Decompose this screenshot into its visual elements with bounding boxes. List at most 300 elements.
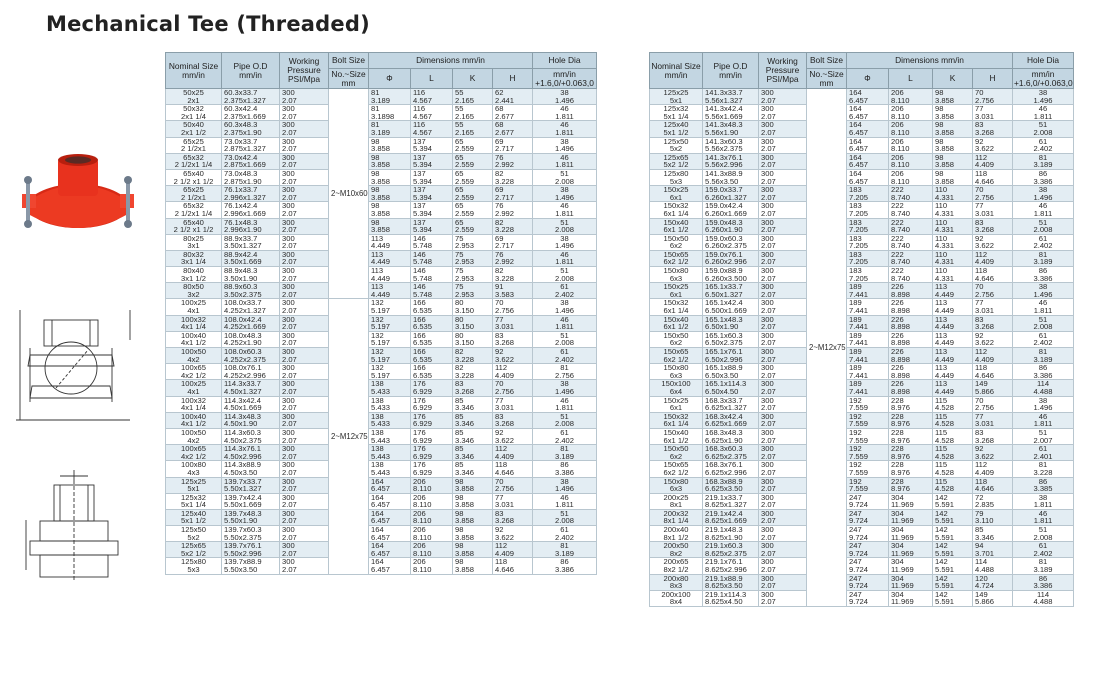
cell-k: 3.858: [453, 501, 493, 509]
cell-hole-dia: 1.496: [533, 145, 597, 153]
cell-l: 8.898: [889, 323, 933, 331]
cell-nominal-size: 5x2: [166, 534, 222, 542]
cell-pressure: 2.07: [280, 517, 329, 525]
cell-h: 85: [973, 526, 1013, 534]
cell-phi: 98: [369, 137, 411, 145]
cell-nominal-size: 8x2: [650, 550, 703, 558]
table-row: [650, 517, 1074, 525]
cell-l: 8.110: [411, 517, 453, 525]
cell-phi: 3.189: [369, 97, 411, 105]
table-row: [166, 250, 597, 258]
cell-phi: 3.858: [369, 194, 411, 202]
cell-nominal-size: 150x80: [650, 364, 703, 372]
cell-phi: 189: [847, 380, 889, 388]
cell-pressure: 300: [759, 186, 807, 194]
cell-nominal-size: 65x40: [166, 218, 222, 226]
cell-pipe-od: 8.625x1.90: [703, 534, 759, 542]
table-row: [166, 323, 597, 331]
cell-pressure: 2.07: [759, 469, 807, 477]
cell-nominal-size: 4x1 1/2: [166, 339, 222, 347]
cell-pressure: 300: [280, 89, 329, 97]
cell-pressure: 2.07: [759, 258, 807, 266]
cell-nominal-size: 100x40: [166, 412, 222, 420]
table-row: [650, 97, 1074, 105]
cell-l: 8.110: [889, 129, 933, 137]
cell-h: 4.646: [973, 178, 1013, 186]
cell-l: 6.929: [411, 420, 453, 428]
cell-pipe-od: 88.9x33.7: [222, 234, 280, 242]
cell-hole-dia: 1.811: [533, 161, 597, 169]
cell-hole-dia: 1.811: [1013, 501, 1074, 509]
cell-hole-dia: 3.385: [1013, 485, 1074, 493]
cell-h: 3.268: [973, 437, 1013, 445]
cell-pipe-od: 219.1x48.3: [703, 526, 759, 534]
cell-phi: 7.441: [847, 307, 889, 315]
cell-hole-dia: 1.811: [1013, 420, 1074, 428]
table-row: [650, 275, 1074, 283]
cell-pressure: 2.07: [759, 275, 807, 283]
tee-front-drawing-icon: [16, 310, 130, 420]
cell-k: 3.858: [453, 517, 493, 525]
cell-pressure: 300: [280, 428, 329, 436]
cell-pipe-od: 60.3x48.3: [222, 121, 280, 129]
cell-pressure: 300: [759, 299, 807, 307]
cell-pressure: 300: [280, 380, 329, 388]
table-row: [650, 509, 1074, 517]
cell-nominal-size: 4x2: [166, 356, 222, 364]
cell-l: 226: [889, 315, 933, 323]
cell-hole-dia: 3.386: [1013, 178, 1074, 186]
cell-h: 68: [493, 105, 533, 113]
table-row: [166, 542, 597, 550]
cell-k: 110: [933, 250, 973, 258]
cell-hole-dia: 1.496: [1013, 97, 1074, 105]
cell-k: 4.449: [933, 323, 973, 331]
cell-pressure: 2.07: [759, 178, 807, 186]
cell-pipe-od: 219.1x88.9: [703, 574, 759, 582]
cell-hole-dia: 2.402: [1013, 242, 1074, 250]
cell-k: 2.559: [453, 194, 493, 202]
cell-nominal-size: 150x32: [650, 412, 703, 420]
cell-l: 206: [411, 558, 453, 566]
cell-h: 4.724: [973, 582, 1013, 590]
cell-hole-dia: 1.496: [1013, 194, 1074, 202]
cell-pipe-od: 6.625x2.996: [703, 469, 759, 477]
cell-l: 304: [889, 574, 933, 582]
cell-phi: 3.858: [369, 145, 411, 153]
cell-pipe-od: 6.625x1.90: [703, 437, 759, 445]
cell-pipe-od: 159.0x60.3: [703, 234, 759, 242]
table-row: [166, 218, 597, 226]
table-row: [166, 137, 597, 145]
cell-k: 142: [933, 574, 973, 582]
cell-pressure: 300: [759, 234, 807, 242]
cell-l: 228: [889, 461, 933, 469]
cell-pipe-od: 4.252x1.669: [222, 323, 280, 331]
col-k: K: [933, 69, 973, 89]
cell-nominal-size: 5x3: [166, 566, 222, 574]
cell-h: 149: [973, 380, 1013, 388]
cell-l: 6.535: [411, 339, 453, 347]
cell-phi: 6.457: [847, 97, 889, 105]
cell-phi: 164: [847, 153, 889, 161]
cell-h: 3.268: [493, 517, 533, 525]
cell-hole-dia: 3.189: [533, 453, 597, 461]
cell-hole-dia: 86: [533, 558, 597, 566]
cell-pipe-od: 165.1x33.7: [703, 283, 759, 291]
cell-nominal-size: 100x65: [166, 364, 222, 372]
cell-nominal-size: 125x40: [166, 509, 222, 517]
cell-pressure: 300: [759, 574, 807, 582]
table-row: [650, 590, 1074, 598]
cell-pipe-od: 139.7x76.1: [222, 542, 280, 550]
cell-phi: 247: [847, 574, 889, 582]
cell-h: 3.228: [493, 226, 533, 234]
cell-pipe-od: 108.0x42.4: [222, 315, 280, 323]
cell-hole-dia: 3.386: [1013, 275, 1074, 283]
cell-l: 5.394: [411, 194, 453, 202]
cell-hole-dia: 1.811: [1013, 210, 1074, 218]
cell-pressure: 2.07: [280, 145, 329, 153]
cell-pipe-od: 108.0x33.7: [222, 299, 280, 307]
cell-h: 77: [493, 396, 533, 404]
cell-k: 4.449: [933, 339, 973, 347]
cell-hole-dia: 38: [1013, 283, 1074, 291]
cell-hole-dia: 38: [1013, 396, 1074, 404]
cell-pressure: 300: [280, 105, 329, 113]
cell-nominal-size: 150x40: [650, 428, 703, 436]
cell-phi: 7.205: [847, 275, 889, 283]
cell-k: 115: [933, 461, 973, 469]
cell-k: 142: [933, 542, 973, 550]
cell-h: 2.756: [493, 388, 533, 396]
table-row: [166, 501, 597, 509]
cell-nominal-size: 125x25: [166, 477, 222, 485]
cell-hole-dia: 3.189: [533, 550, 597, 558]
table-row: [166, 169, 597, 177]
cell-h: 2.756: [493, 307, 533, 315]
cell-pipe-od: 114.3x42.4: [222, 396, 280, 404]
cell-pipe-od: 168.3x33.7: [703, 396, 759, 404]
cell-k: 98: [453, 558, 493, 566]
cell-phi: 189: [847, 299, 889, 307]
cell-hole-dia: 61: [533, 348, 597, 356]
cell-pressure: 300: [759, 526, 807, 534]
cell-phi: 5.433: [369, 388, 411, 396]
cell-pressure: 300: [280, 477, 329, 485]
cell-pressure: 300: [759, 493, 807, 501]
cell-h: 112: [493, 364, 533, 372]
cell-k: 4.528: [933, 420, 973, 428]
cell-k: 142: [933, 590, 973, 598]
cell-pressure: 2.07: [280, 485, 329, 493]
table-row: [166, 445, 597, 453]
cell-hole-dia: 51: [533, 267, 597, 275]
cell-pipe-od: 114.3x88.9: [222, 461, 280, 469]
cell-k: 85: [453, 428, 493, 436]
cell-phi: 6.457: [847, 113, 889, 121]
cell-k: 98: [933, 153, 973, 161]
cell-pipe-od: 5.50x1.669: [222, 501, 280, 509]
cell-nominal-size: 150x40: [650, 218, 703, 226]
cell-k: 4.331: [933, 258, 973, 266]
cell-pressure: 300: [759, 412, 807, 420]
cell-nominal-size: 150x50: [650, 234, 703, 242]
cell-k: 80: [453, 315, 493, 323]
cell-l: 5.394: [411, 226, 453, 234]
cell-pressure: 2.07: [759, 420, 807, 428]
cell-h: 3.031: [973, 307, 1013, 315]
cell-h: 2.677: [493, 113, 533, 121]
cell-hole-dia: 61: [1013, 331, 1074, 339]
mechanical-tee-photo: [0, 150, 160, 590]
cell-nominal-size: 200x50: [650, 542, 703, 550]
cell-hole-dia: 2.402: [533, 356, 597, 364]
cell-phi: 3.189: [369, 129, 411, 137]
cell-hole-dia: 46: [1013, 202, 1074, 210]
table-row: [650, 550, 1074, 558]
cell-nominal-size: 100x32: [166, 315, 222, 323]
cell-phi: 247: [847, 526, 889, 534]
cell-pipe-od: 3.50x1.669: [222, 258, 280, 266]
cell-pipe-od: 76.1x42.4: [222, 202, 280, 210]
table-row: [650, 258, 1074, 266]
cell-h: 112: [493, 542, 533, 550]
cell-hole-dia: 51: [1013, 121, 1074, 129]
cell-h: 4.646: [973, 485, 1013, 493]
cell-phi: 7.559: [847, 469, 889, 477]
cell-l: 6.535: [411, 372, 453, 380]
cell-nominal-size: 150x50: [650, 445, 703, 453]
cell-l: 5.748: [411, 275, 453, 283]
col-bolt-sub: No.~Size mm: [807, 69, 847, 89]
col-dimensions: Dimensions mm/in: [369, 53, 533, 69]
cell-pressure: 2.07: [280, 307, 329, 315]
table-row: [166, 145, 597, 153]
cell-h: 83: [973, 428, 1013, 436]
table-row: [166, 566, 597, 574]
cell-k: 113: [933, 283, 973, 291]
cell-h: 4.409: [973, 258, 1013, 266]
cell-bolt-size: 2~M12x75: [807, 89, 847, 607]
cell-hole-dia: 3.189: [1013, 258, 1074, 266]
cell-phi: 81: [369, 121, 411, 129]
cell-pressure: 300: [280, 526, 329, 534]
cell-h: 70: [493, 299, 533, 307]
cell-k: 82: [453, 348, 493, 356]
cell-l: 137: [411, 169, 453, 177]
cell-l: 5.394: [411, 178, 453, 186]
cell-nominal-size: 8x2 1/2: [650, 566, 703, 574]
cell-pressure: 2.07: [280, 372, 329, 380]
table-row: [650, 129, 1074, 137]
table-row: [166, 331, 597, 339]
cell-pressure: 300: [280, 267, 329, 275]
cell-pipe-od: 139.7x60.3: [222, 526, 280, 534]
cell-nominal-size: 65x40: [166, 169, 222, 177]
cell-pipe-od: 114.3x76.1: [222, 445, 280, 453]
table-row: [650, 526, 1074, 534]
cell-l: 304: [889, 590, 933, 598]
table-row: [166, 89, 597, 97]
cell-phi: 183: [847, 250, 889, 258]
cell-k: 115: [933, 445, 973, 453]
cell-nominal-size: 4x1: [166, 388, 222, 396]
cell-k: 113: [933, 315, 973, 323]
cell-nominal-size: 5x2: [650, 145, 703, 153]
cell-pipe-od: 5.56x1.327: [703, 97, 759, 105]
cell-pressure: 2.07: [280, 356, 329, 364]
cell-hole-dia: 86: [533, 461, 597, 469]
cell-nominal-size: 6x2: [650, 242, 703, 250]
cell-pressure: 2.07: [759, 161, 807, 169]
cell-h: 92: [973, 331, 1013, 339]
cell-pipe-od: 8.625x4.50: [703, 598, 759, 606]
cell-l: 8.740: [889, 275, 933, 283]
cell-h: 3.031: [973, 210, 1013, 218]
cell-l: 304: [889, 526, 933, 534]
cell-pressure: 2.07: [759, 210, 807, 218]
cell-pipe-od: 5.56x2.996: [703, 161, 759, 169]
cell-phi: 4.449: [369, 275, 411, 283]
cell-l: 5.748: [411, 242, 453, 250]
cell-pressure: 2.07: [280, 226, 329, 234]
cell-pipe-od: 141.3x48.3: [703, 121, 759, 129]
cell-l: 176: [411, 380, 453, 388]
cell-phi: 7.559: [847, 420, 889, 428]
cell-pipe-od: 108.0x60.3: [222, 348, 280, 356]
cell-h: 3.110: [973, 517, 1013, 525]
table-row: [166, 388, 597, 396]
cell-l: 11.969: [889, 598, 933, 606]
cell-k: 2.953: [453, 275, 493, 283]
cell-l: 166: [411, 364, 453, 372]
cell-phi: 81: [369, 105, 411, 113]
cell-hole-dia: 2.007: [1013, 437, 1074, 445]
cell-pressure: 300: [759, 153, 807, 161]
cell-pressure: 2.07: [280, 323, 329, 331]
cell-pipe-od: 8.625x2.375: [703, 550, 759, 558]
cell-hole-dia: 2.008: [1013, 129, 1074, 137]
col-working-pressure: Working Pressure PSI/Mpa: [759, 53, 807, 89]
cell-phi: 183: [847, 234, 889, 242]
cell-k: 110: [933, 202, 973, 210]
cell-pressure: 300: [280, 461, 329, 469]
cell-nominal-size: 150x25: [650, 396, 703, 404]
cell-pipe-od: 168.3x76.1: [703, 461, 759, 469]
table-row: [650, 202, 1074, 210]
table-row: [166, 242, 597, 250]
cell-l: 5.748: [411, 258, 453, 266]
cell-l: 206: [411, 509, 453, 517]
cell-k: 98: [933, 105, 973, 113]
page-title: Mechanical Tee (Threaded): [46, 12, 370, 36]
cell-nominal-size: 6x2 1/2: [650, 356, 703, 364]
cell-l: 11.969: [889, 550, 933, 558]
cell-phi: 113: [369, 250, 411, 258]
cell-h: 3.228: [493, 275, 533, 283]
cell-h: 118: [973, 267, 1013, 275]
cell-k: 3.228: [453, 356, 493, 364]
table-row: [650, 388, 1074, 396]
cell-l: 8.110: [411, 566, 453, 574]
table-row: [166, 178, 597, 186]
cell-phi: 9.724: [847, 534, 889, 542]
cell-h: 2.756: [493, 485, 533, 493]
cell-nominal-size: 125x50: [166, 526, 222, 534]
cell-hole-dia: 3.228: [1013, 469, 1074, 477]
cell-nominal-size: 50x40: [166, 121, 222, 129]
cell-pressure: 2.07: [759, 485, 807, 493]
cell-h: 3.031: [493, 404, 533, 412]
cell-nominal-size: 65x25: [166, 186, 222, 194]
cell-k: 3.150: [453, 323, 493, 331]
cell-nominal-size: 6x1: [650, 291, 703, 299]
cell-hole-dia: 2.008: [533, 275, 597, 283]
cell-pipe-od: 141.3x33.7: [703, 89, 759, 97]
cell-pipe-od: 159.0x76.1: [703, 250, 759, 258]
col-l: L: [411, 69, 453, 89]
cell-k: 85: [453, 396, 493, 404]
cell-pressure: 300: [280, 445, 329, 453]
cell-pressure: 2.07: [280, 291, 329, 299]
cell-h: 83: [493, 509, 533, 517]
cell-h: 79: [973, 509, 1013, 517]
cell-pipe-od: 139.7x88.9: [222, 558, 280, 566]
cell-phi: 7.441: [847, 339, 889, 347]
col-bolt-size: Bolt Size: [807, 53, 847, 69]
cell-phi: 138: [369, 380, 411, 388]
cell-pipe-od: 6.50x2.996: [703, 356, 759, 364]
cell-pipe-od: 88.9x48.3: [222, 267, 280, 275]
cell-pressure: 2.07: [759, 307, 807, 315]
cell-k: 75: [453, 283, 493, 291]
cell-l: 11.969: [889, 534, 933, 542]
cell-l: 137: [411, 153, 453, 161]
cell-hole-dia: 86: [1013, 477, 1074, 485]
cell-l: 5.748: [411, 291, 453, 299]
cell-nominal-size: 8x1 1/4: [650, 517, 703, 525]
cell-phi: 4.449: [369, 258, 411, 266]
cell-k: 2.165: [453, 97, 493, 105]
cell-nominal-size: 150x25: [650, 283, 703, 291]
cell-pipe-od: 4.50x1.90: [222, 420, 280, 428]
table-row: [166, 372, 597, 380]
cell-h: 83: [493, 412, 533, 420]
cell-pressure: 2.07: [759, 534, 807, 542]
cell-k: 75: [453, 234, 493, 242]
cell-k: 3.858: [933, 161, 973, 169]
table-row: [650, 113, 1074, 121]
table-row: [166, 129, 597, 137]
cell-hole-dia: 81: [533, 445, 597, 453]
col-working-pressure: Working Pressure PSI/Mpa: [280, 53, 329, 89]
cell-l: 176: [411, 461, 453, 469]
cell-nominal-size: 2x1 1/4: [166, 113, 222, 121]
cell-phi: 9.724: [847, 582, 889, 590]
table-row: [166, 105, 597, 113]
cell-nominal-size: 125x80: [166, 558, 222, 566]
cell-phi: 192: [847, 445, 889, 453]
cell-k: 115: [933, 412, 973, 420]
table-row: [166, 380, 597, 388]
cell-pipe-od: 76.1x33.7: [222, 186, 280, 194]
table-row: [166, 226, 597, 234]
cell-hole-dia: 38: [533, 477, 597, 485]
cell-l: 8.898: [889, 307, 933, 315]
cell-k: 85: [453, 412, 493, 420]
table-row: [650, 534, 1074, 542]
